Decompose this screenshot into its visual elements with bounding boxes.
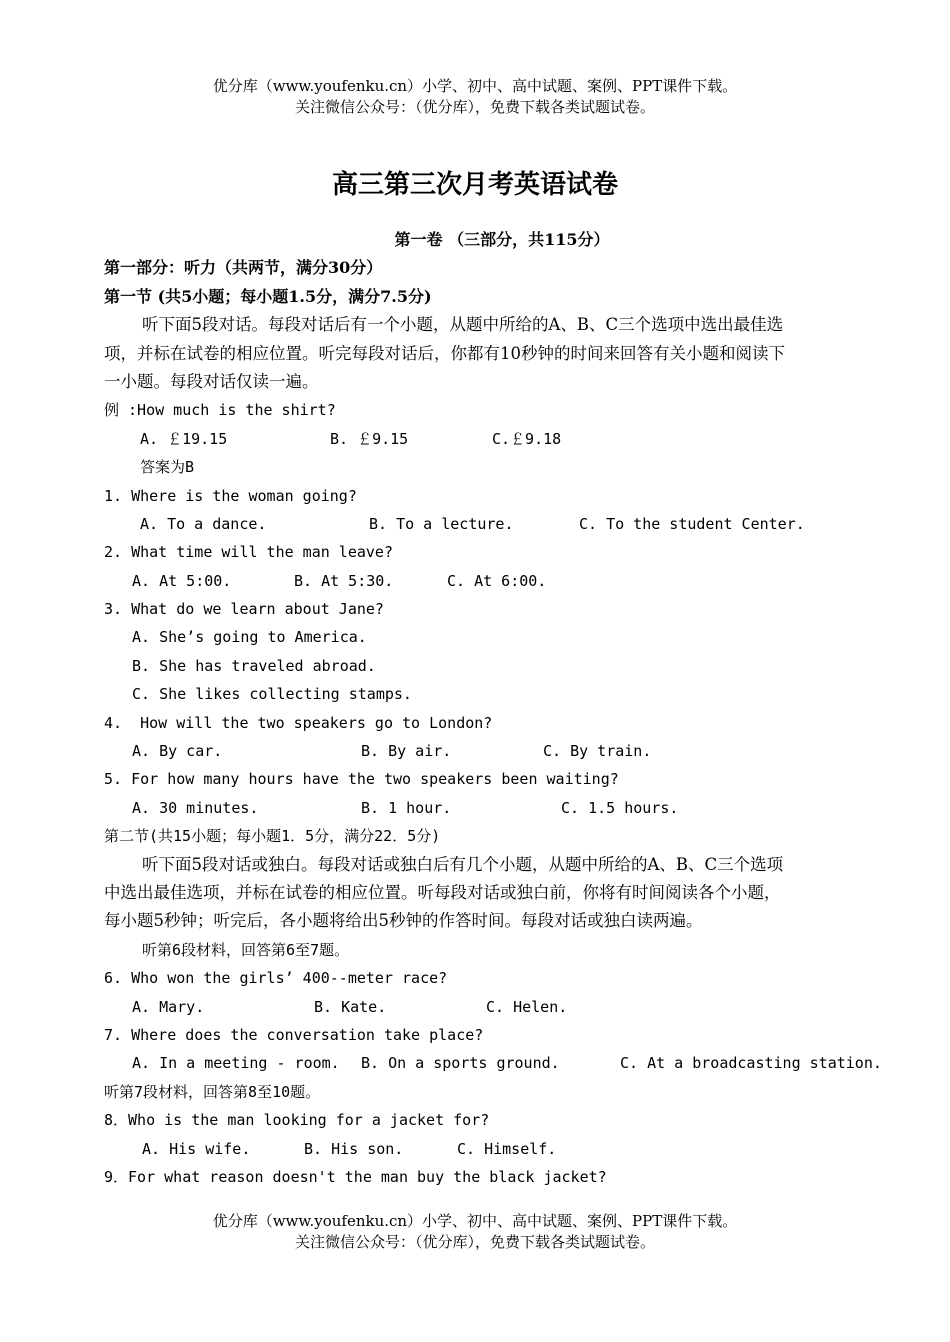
section2-heading: 第二节(共15小题；每小题1．5分，满分22．5分) — [104, 827, 441, 846]
question-1: 1. Where is the woman going? — [104, 486, 357, 505]
question-6-options — [104, 993, 900, 1021]
q1-option-a: A. To a dance. — [140, 514, 267, 533]
question-4-options — [104, 737, 900, 765]
q6-option-b: B. Kate. — [314, 997, 387, 1016]
q1-option-c: C. To the student Center. — [579, 514, 805, 533]
question-4: 4. How will the two speakers go to London? — [104, 713, 493, 732]
example-option-b: B. ￡9.15 — [330, 429, 409, 448]
q1-option-b: B. To a lecture. — [369, 514, 514, 533]
q6-option-c: C. Helen. — [486, 997, 568, 1016]
question-3: 3. What do we learn about Jane? — [104, 600, 384, 619]
section1-instructions-line: 一小题。每段对话仅读一遍。 — [104, 371, 319, 391]
header-line-2: 关注微信公众号：（优分库），免费下载各类试题试卷。 — [294, 98, 655, 116]
question-7-options — [104, 1049, 900, 1077]
part1-heading: 第一部分：听力（共两节，满分30分） — [104, 258, 383, 278]
section1-instructions-line: 项，并标在试卷的相应位置。听完每段对话后，你都有10秒钟的时间来回答有关小题和阅读下 — [104, 343, 785, 363]
page-footer — [0, 1211, 950, 1253]
question-9: 9．For what reason doesn't the man buy the black jacket? — [104, 1167, 607, 1186]
question-5: 5. For how many hours have the two speakers been waiting? — [104, 770, 619, 789]
footer-line-1: 优分库（www.youfenku.cn）小学、初中、高中试题、案例、PPT课件下载。 — [212, 1212, 738, 1230]
question-8: 8．Who is the man looking for a jacket for? — [104, 1111, 490, 1130]
q4-option-c: C. By train. — [543, 742, 652, 761]
q7-option-c: C. At a broadcasting station. — [620, 1054, 882, 1073]
material-7-note: 听第7段材料，回答第8至10题。 — [104, 1082, 321, 1101]
q3-option-a: A. She’s going to America. — [132, 628, 367, 647]
question-7: 7. Where does the conversation take place? — [104, 1025, 484, 1044]
q2-option-c: C. At 6:00. — [447, 571, 547, 590]
q8-option-c: C. Himself. — [457, 1139, 557, 1158]
question-1-options — [104, 510, 900, 538]
example-option-a: A. ￡19.15 — [140, 429, 228, 448]
q2-option-b: B. At 5:30. — [294, 571, 394, 590]
q2-option-a: A. At 5:00. — [132, 571, 232, 590]
material-6-note: 听第6段材料，回答第6至7题。 — [142, 940, 350, 959]
question-6: 6. Who won the girls’ 400--meter race? — [104, 969, 448, 988]
question-5-options — [104, 794, 900, 822]
q5-option-b: B. 1 hour. — [361, 798, 452, 817]
q3-option-c: C. She likes collecting stamps. — [132, 685, 412, 704]
page-title: 高三第三次月考英语试卷 — [331, 170, 618, 200]
section2-instructions-line: 听下面5段对话或独白。每段对话或独白后有几个小题，从题中所给的A、B、C三个选项 — [142, 854, 784, 874]
q8-option-b: B. His son. — [304, 1139, 404, 1158]
header-line-1: 优分库（www.youfenku.cn）小学、初中、高中试题、案例、PPT课件下载。 — [212, 77, 738, 95]
footer-line-2: 关注微信公众号：（优分库），免费下载各类试题试卷。 — [294, 1233, 655, 1251]
q3-option-b: B. She has traveled abroad. — [132, 656, 376, 675]
question-8-options — [104, 1135, 900, 1163]
q7-option-b: B. On a sports ground. — [361, 1054, 560, 1073]
example-question: 例 :How much is the shirt? — [104, 401, 336, 420]
section2-instructions-line: 每小题5秒钟；听完后，各小题将给出5秒钟的作答时间。每段对话或独白读两遍。 — [104, 911, 703, 931]
section2-instructions-line: 中选出最佳选项，并标在试卷的相应位置。听每段对话或独白前，你将有时间阅读各个小题， — [104, 882, 781, 902]
example-answer: 答案为B — [140, 458, 195, 477]
q5-option-c: C. 1.5 hours. — [561, 798, 679, 817]
exam-content — [104, 226, 900, 1191]
q6-option-a: A. Mary. — [132, 997, 205, 1016]
section1-heading: 第一节 (共5小题；每小题1.5分，满分7.5分) — [104, 286, 432, 306]
q7-option-a: A. In a meeting - room. — [132, 1054, 340, 1073]
q4-option-a: A. By car. — [132, 742, 223, 761]
q4-option-b: B. By air. — [361, 742, 452, 761]
question-2-options — [104, 567, 900, 595]
example-options — [104, 425, 900, 453]
example-option-c: C.￡9.18 — [492, 429, 562, 448]
section1-instructions-line: 听下面5段对话。每段对话后有一个小题，从题中所给的A、B、C三个选项中选出最佳选 — [142, 315, 784, 335]
q5-option-a: A. 30 minutes. — [132, 798, 259, 817]
question-2: 2. What time will the man leave? — [104, 543, 393, 562]
page-header — [0, 76, 950, 118]
volume-heading: 第一卷 （三部分，共115分） — [394, 230, 610, 249]
q8-option-a: A. His wife. — [142, 1139, 251, 1158]
